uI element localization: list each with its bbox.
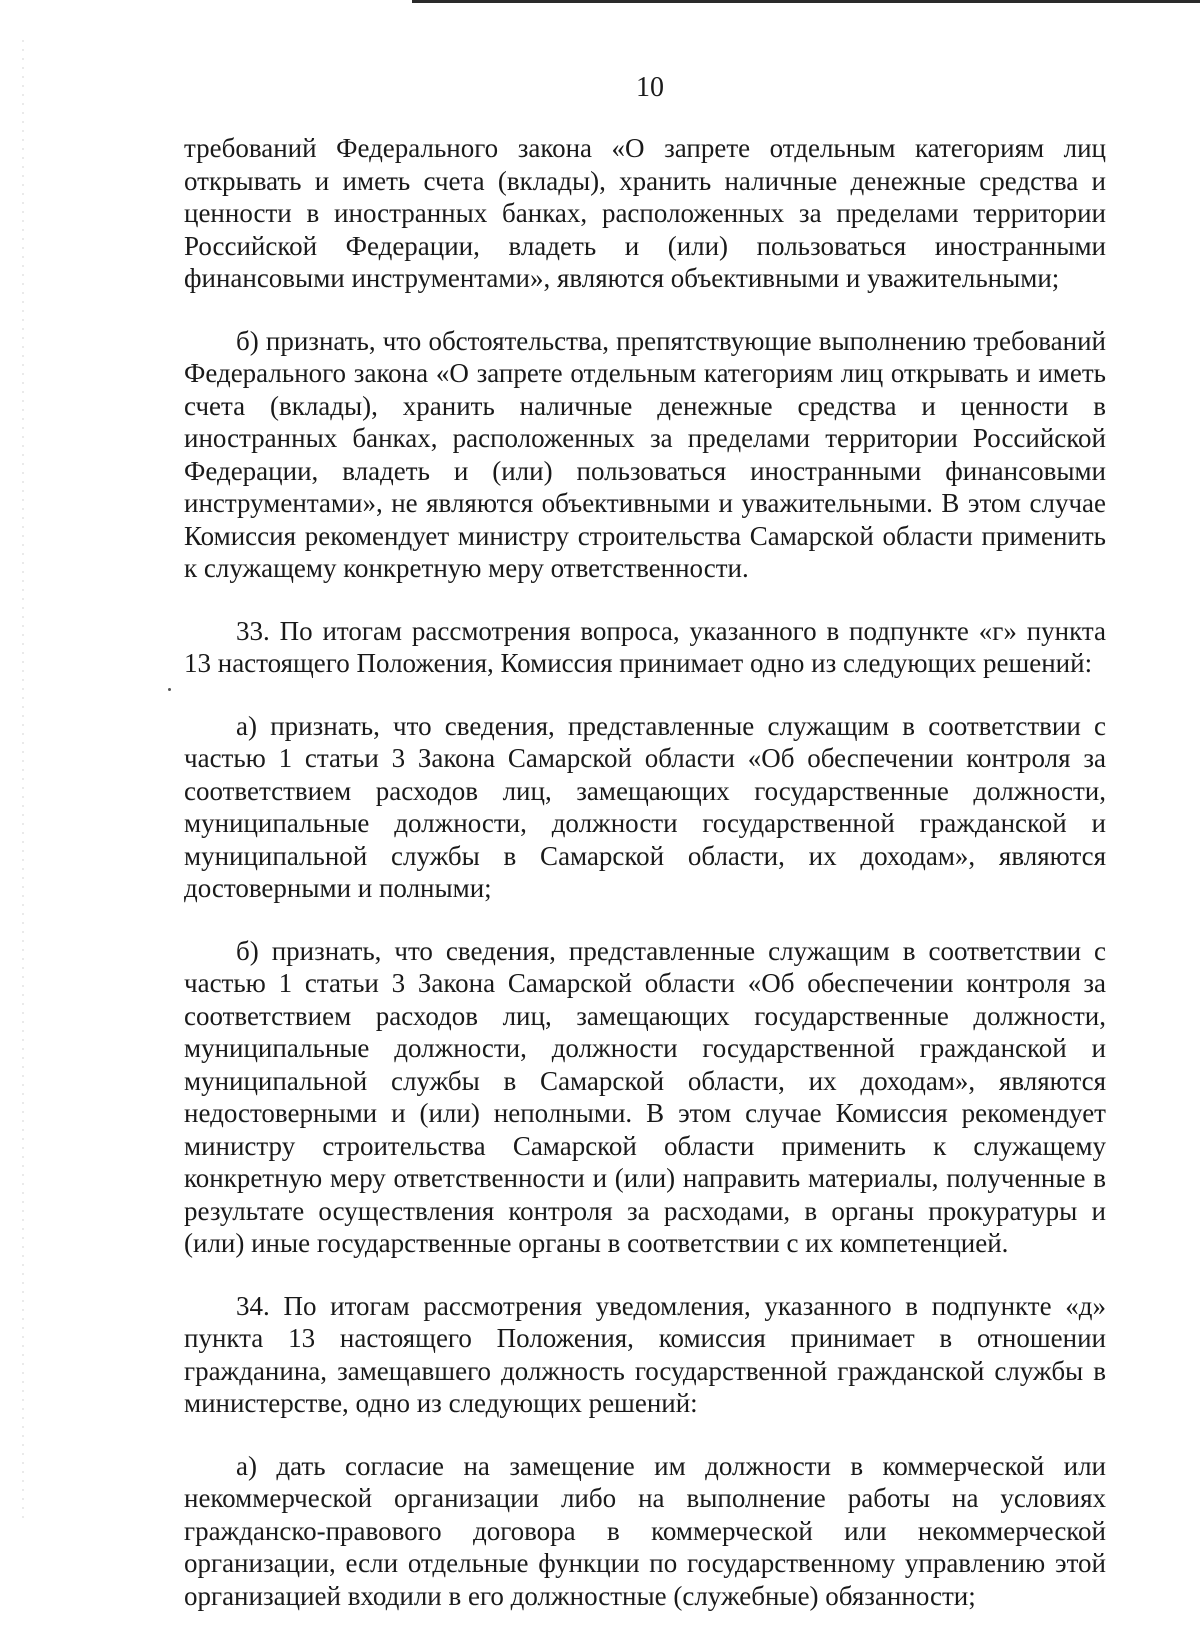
margin-dot [168, 688, 171, 691]
paragraph-34: 34. По итогам рассмотрения уведомления, указанного в подпункте «д» пункта 13 настоящего Положения, комиссия принимает в отношении гражданина, замещавшего должность государственной гражданской службы в министерстве, одно из следующих решений: [184, 1290, 1106, 1418]
top-edge-rule [412, 0, 1200, 3]
paragraph-33: 33. По итогам рассмотрения вопроса, указанного в подпункте «г» пункта 13 настоящего Положения, Комиссия принимает одно из следующих решений: [184, 615, 1106, 678]
paragraph-continuation: требований Федерального закона «О запрете отдельным категориям лиц открывать и иметь счета (вклады), хранить наличные денежные средства и ценности в иностранных банках, расположенных за пределами территории Российской Федерации, владеть и (или) пользоваться иностранными финансовыми инструментами», являются объективными и уважительными; [184, 133, 1106, 293]
document-body [184, 132, 1106, 1642]
paragraph-32b: б) признать, что обстоятельства, препятствующие выполнению требований Федерального закона «О запрете отдельным категориям лиц открывать и иметь счета (вклады), хранить наличные денежные средства и ценности в иностранных банках, расположенных за пределами территории Российской Федерации, владеть и (или) пользоваться иностранными финансовыми инструментами», не являются объективными и уважительными. В этом случае Комиссия рекомендует министру строительства Самарской области применить к служащему конкретную меру ответственности. [184, 325, 1106, 583]
page-number: 10 [636, 72, 664, 103]
scan-margin-specks [22, 40, 24, 1520]
paragraph-34a: а) дать согласие на замещение им должности в коммерческой или некоммерческой организации либо на выполнение работы на условиях гражданско-правового договора в коммерческой или некоммерческой организации, если отдельные функции по государственному управлению этой организацией входили в его должностные (служебные) обязанности; [184, 1450, 1106, 1611]
paragraph-33b: б) признать, что сведения, представленные служащим в соответствии с частью 1 статьи 3 Закона Самарской области «Об обеспечении контроля за соответствием расходов лиц, замещающих государственные должности, муниципальные должности, должности государственной гражданской и муниципальной службы в Самарской области, их доходам», являются недостоверными и (или) неполными. В этом случае Комиссия рекомендует министру строительства Самарской области применить к служащему конкретную меру ответственности и (или) направить материалы, полученные в результате осуществления контроля за расходами, в органы прокуратуры и (или) иные государственные органы в соответствии с их компетенцией. [184, 935, 1106, 1258]
paragraph-33a: а) признать, что сведения, представленные служащим в соответствии с частью 1 статьи 3 Закона Самарской области «Об обеспечении контроля за соответствием расходов лиц, замещающих государственные должности, муниципальные должности, должности государственной гражданской и муниципальной службы в Самарской области, их доходам», являются достоверными и полными; [184, 710, 1106, 903]
